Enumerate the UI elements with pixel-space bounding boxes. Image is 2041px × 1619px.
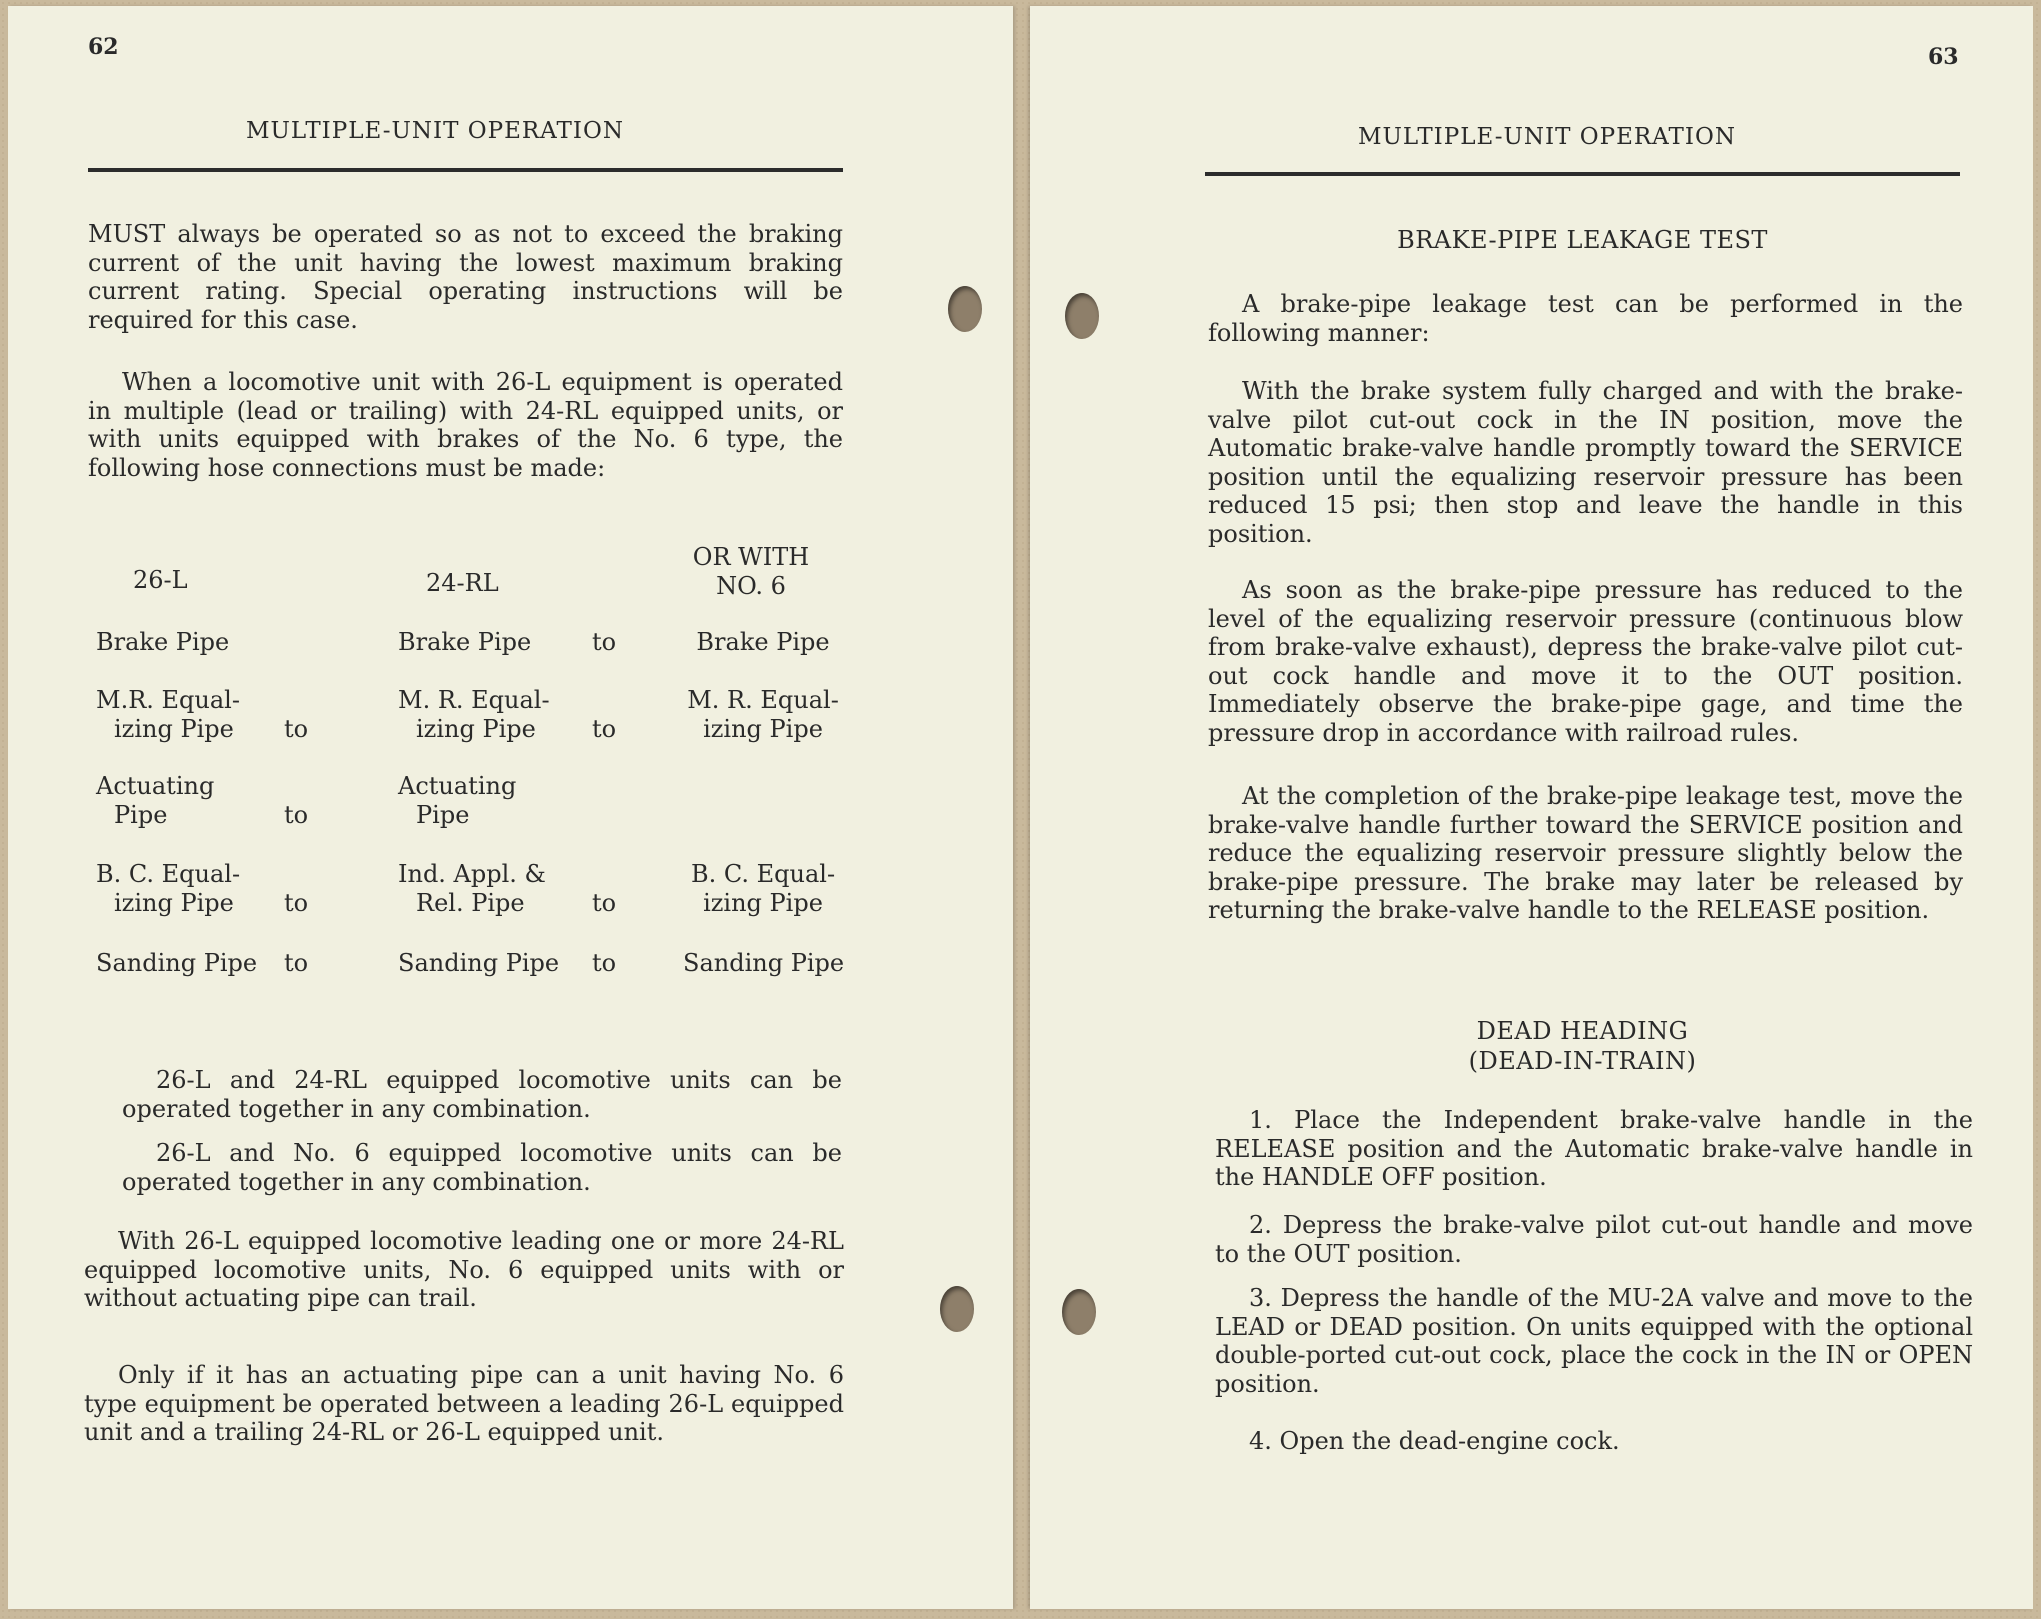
paragraph-text: 26-L and No. 6 equipped locomotive units can be operated together in any combination.	[122, 1139, 842, 1196]
right-page	[1030, 6, 2033, 1609]
table-connector-to: to	[592, 949, 617, 977]
table-cell: M. R. Equal-	[398, 686, 550, 714]
section-title-leakage-test: BRAKE-PIPE LEAKAGE TEST	[1397, 226, 1768, 254]
dead-heading-step-1	[1215, 1106, 1973, 1192]
paragraph-text: With 26-L equipped locomotive leading one or more 24-RL equipped locomotive units, No. 6 equipped units with or without actuating pipe can trail.	[84, 1227, 844, 1312]
table-cell: M.R. Equal-	[96, 686, 240, 714]
binder-hole-top	[948, 286, 982, 332]
table-connector-to: to	[592, 889, 617, 917]
table-cell: Rel. Pipe	[416, 889, 525, 917]
step-text: 3. Depress the handle of the MU-2A valve and move to the LEAD or DEAD position. On units equipped with the optional double-ported cut-out cock, place the cock in the IN or OPEN position.	[1215, 1284, 1973, 1398]
table-cell: M. R. Equal-	[687, 686, 839, 714]
leakage-step-paragraph-3	[1208, 782, 1963, 925]
table-cell: Brake Pipe	[398, 628, 532, 656]
table-cell: Pipe	[114, 801, 168, 829]
combination-paragraph-1	[122, 1066, 842, 1123]
section-subtitle: (DEAD-IN-TRAIN)	[1468, 1047, 1697, 1075]
table-cell: Actuating	[96, 772, 215, 800]
table-connector-to: to	[284, 889, 309, 917]
table-cell: Ind. Appl. &	[398, 860, 546, 888]
paragraph-text: With the brake system fully charged and with the brake-valve pilot cut-out cock in the IN position, move the Automatic brake-valve handle promptly toward the SERVICE position until the equalizing reservoir pressure has been reduced 15 psi; then stop and leave the handle in this position.	[1208, 377, 1963, 548]
table-cell: izing Pipe	[703, 889, 823, 917]
dead-heading-step-3	[1215, 1284, 1973, 1398]
table-cell: Brake Pipe	[696, 628, 830, 656]
table-cell: izing Pipe	[114, 715, 234, 743]
table-cell: Sanding Pipe	[398, 949, 560, 977]
column-header-no6-line2: NO. 6	[716, 571, 786, 600]
paragraph-text: As soon as the brake-pipe pressure has reduced to the level of the equalizing reservoir pressure (continuous blow from brake-valve exhaust), depress the brake-valve pilot cut-out cock handle and move it to the OUT position. Immediately observe the brake-pipe gage, and time the pressure drop in accordance with railroad rules.	[1208, 576, 1963, 747]
header-rule	[1205, 172, 1960, 176]
column-header-24rl: 24-RL	[426, 569, 499, 597]
table-connector-to: to	[592, 715, 617, 743]
leading-paragraph	[84, 1227, 844, 1313]
leakage-step-paragraph-1	[1208, 377, 1963, 548]
table-cell: B. C. Equal-	[690, 860, 836, 888]
table-cell: Brake Pipe	[96, 628, 230, 656]
binder-hole-bottom	[1062, 1289, 1096, 1335]
hose-connections-paragraph	[88, 368, 843, 482]
actuating-pipe-paragraph	[84, 1361, 844, 1447]
table-cell: Pipe	[416, 801, 470, 829]
step-text: 1. Place the Independent brake-valve handle in the RELEASE position and the Automatic brake-valve handle in the HANDLE OFF position.	[1215, 1106, 1973, 1191]
table-cell: B. C. Equal-	[96, 860, 241, 888]
paragraph-text: A brake-pipe leakage test can be performed in the following manner:	[1208, 290, 1963, 347]
column-header-no6	[691, 543, 811, 600]
paragraph-text: When a locomotive unit with 26-L equipment is operated in multiple (lead or trailing) with 24-RL equipped units, or with units equipped with brakes of the No. 6 type, the following hose connections must be made:	[88, 368, 843, 482]
table-cell: izing Pipe	[703, 715, 823, 743]
binder-hole-top	[1065, 293, 1099, 339]
step-text: 4. Open the dead-engine cock.	[1249, 1427, 1620, 1455]
table-connector-to: to	[284, 949, 309, 977]
combination-paragraph-2	[122, 1139, 842, 1196]
intro-paragraph: MUST always be operated so as not to exceed the braking current of the unit having the lowest maximum braking current rating. Special operating instructions will be required for this case.	[88, 220, 843, 334]
running-header: MULTIPLE-UNIT OPERATION	[1358, 124, 1736, 150]
running-header: MULTIPLE-UNIT OPERATION	[246, 118, 624, 144]
table-cell: izing Pipe	[114, 889, 234, 917]
paragraph-text: At the completion of the brake-pipe leakage test, move the brake-valve handle further toward the SERVICE position and reduce the equalizing reservoir pressure slightly below the brake-pipe pressure. The brake may later be released by returning the brake-valve handle to the RELEASE position.	[1208, 782, 1963, 924]
dead-heading-step-2	[1215, 1211, 1973, 1268]
leakage-intro-paragraph	[1208, 290, 1963, 347]
column-header-no6-line1: OR WITH	[692, 543, 810, 571]
left-page	[8, 6, 1013, 1609]
table-connector-to: to	[284, 715, 309, 743]
binder-hole-bottom	[940, 1286, 974, 1332]
paragraph-text: 26-L and 24-RL equipped locomotive units can be operated together in any combination.	[122, 1066, 842, 1123]
table-cell: Actuating	[398, 772, 517, 800]
paragraph-text: Only if it has an actuating pipe can a unit having No. 6 type equipment be operated between a leading 26-L equipped unit and a trailing 24-RL or 26-L equipped unit.	[84, 1361, 844, 1446]
dead-heading-step-4	[1215, 1427, 1973, 1456]
page-number: 62	[88, 34, 119, 60]
leakage-step-paragraph-2	[1208, 576, 1963, 747]
table-cell: izing Pipe	[416, 715, 536, 743]
table-cell: Sanding Pipe	[96, 949, 258, 977]
section-title-dead-heading	[1205, 1016, 1960, 1076]
page-number: 63	[1928, 44, 1959, 70]
column-header-26l: 26-L	[133, 566, 188, 594]
table-cell: Sanding Pipe	[683, 949, 845, 977]
table-connector-to: to	[284, 801, 309, 829]
section-title-line1: DEAD HEADING	[1476, 1017, 1689, 1045]
step-text: 2. Depress the brake-valve pilot cut-out handle and move to the OUT position.	[1215, 1211, 1973, 1268]
table-connector-to: to	[592, 628, 617, 656]
header-rule	[88, 168, 843, 172]
